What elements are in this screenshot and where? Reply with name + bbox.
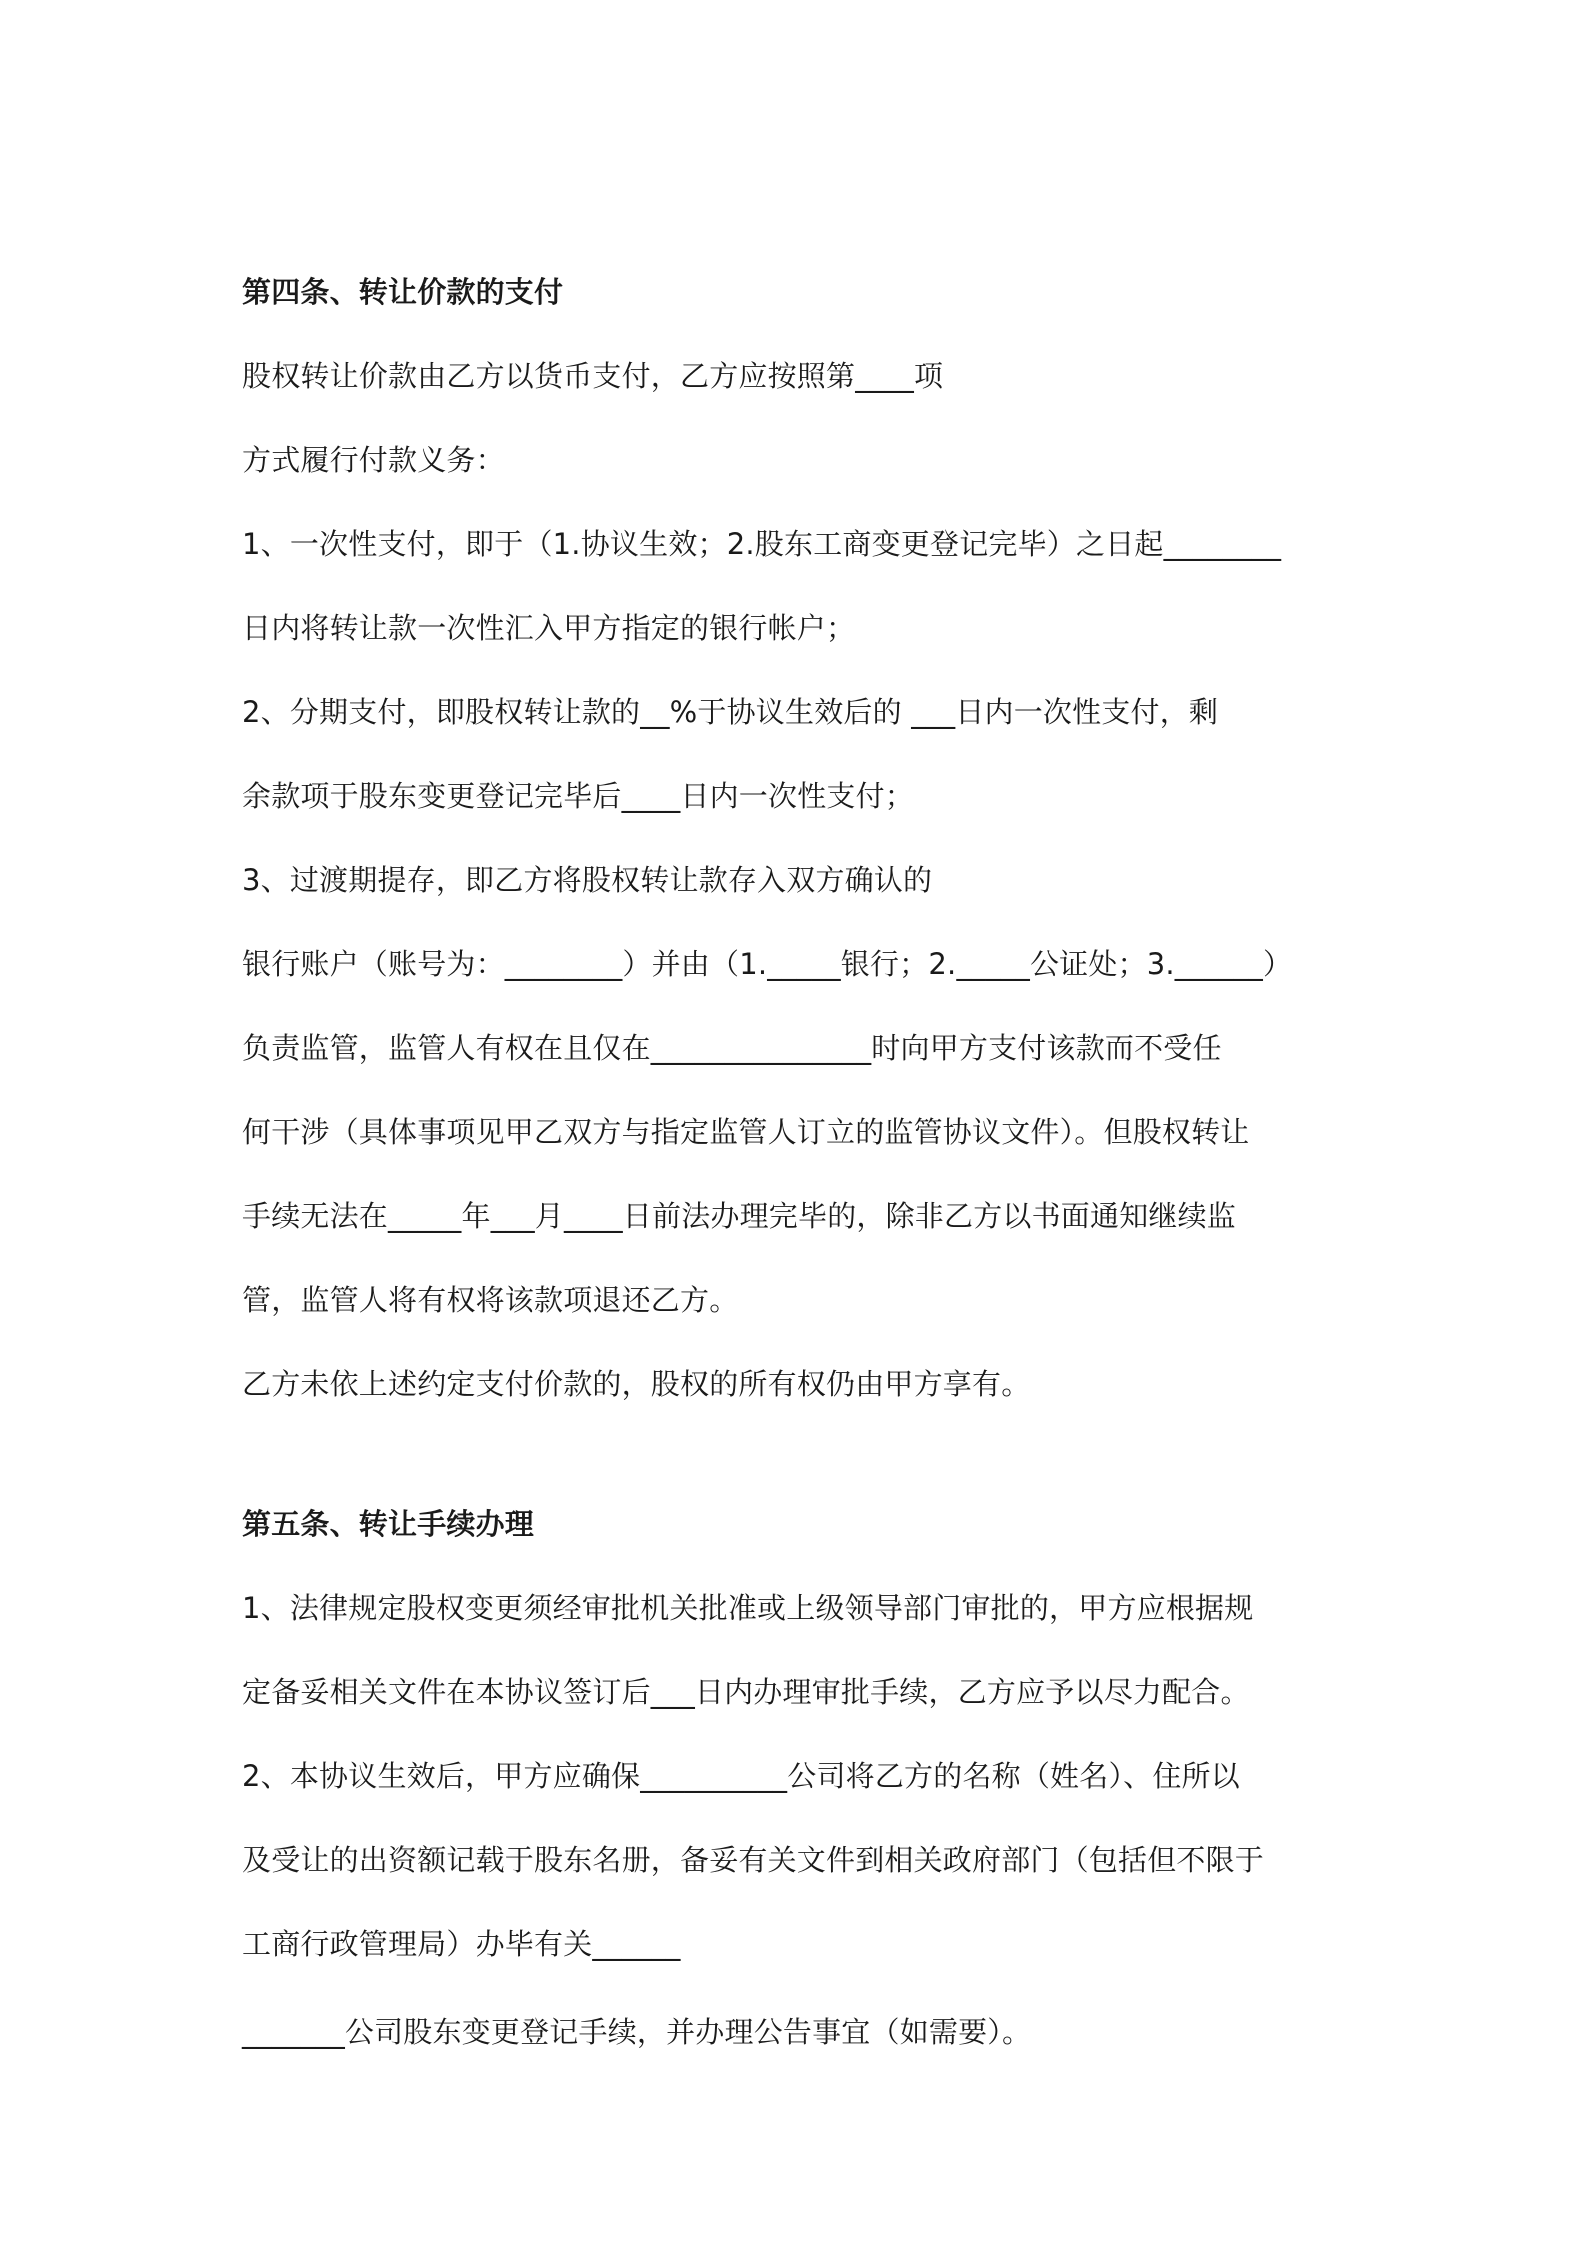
paragraph-line: 2、本协议生效后，甲方应确保__________公司将乙方的名称（姓名）、住所以 [242, 1759, 1240, 1793]
paragraph-line: 何干涉（具体事项见甲乙双方与指定监管人订立的监管协议文件）。但股权转让 [242, 1115, 1250, 1149]
paragraph-line: 余款项于股东变更登记完毕后____日内一次性支付； [242, 779, 915, 813]
paragraph-line: 1、一次性支付，即于（1.协议生效；2.股东工商变更登记完毕）之日起________ [242, 527, 1282, 561]
paragraph-line: 手续无法在_____年___月____日前法办理完毕的，除非乙方以书面通知继续监 [242, 1199, 1237, 1233]
paragraph-line: 3、过渡期提存，即乙方将股权转让款存入双方确认的 [242, 863, 933, 897]
paragraph-line: 方式履行付款义务： [242, 443, 505, 477]
paragraph-line: 负责监管，监管人有权在且仅在_______________时向甲方支付该款而不受任 [242, 1031, 1222, 1065]
section-4-heading: 第四条、转让价款的支付 [242, 275, 564, 309]
paragraph-line: 2、分期支付，即股权转让款的__%于协议生效后的 ___日内一次性支付，剩 [242, 695, 1219, 729]
paragraph-line: 乙方未依上述约定支付价款的，股权的所有权仍由甲方享有。 [242, 1367, 1031, 1401]
paragraph-line: 定备妥相关文件在本协议签订后___日内办理审批手续，乙方应予以尽力配合。 [242, 1675, 1250, 1709]
paragraph-line: 银行账户（账号为：________）并由（1._____银行；2._____公证处；3.______） [242, 947, 1293, 981]
paragraph-line: 工商行政管理局）办毕有关______ [242, 1927, 681, 1961]
paragraph-line: 及受让的出资额记载于股东名册，备妥有关文件到相关政府部门（包括但不限于 [242, 1843, 1265, 1877]
section-5-heading: 第五条、转让手续办理 [242, 1507, 535, 1541]
paragraph-line: 股权转让价款由乙方以货币支付，乙方应按照第____项 [242, 359, 944, 393]
paragraph-line: _______公司股东变更登记手续，并办理公告事宜（如需要）。 [242, 2015, 1032, 2049]
paragraph-line: 1、法律规定股权变更须经审批机关批准或上级领导部门审批的，甲方应根据规 [242, 1591, 1254, 1625]
paragraph-line: 管，监管人将有权将该款项退还乙方。 [242, 1283, 739, 1317]
paragraph-line: 日内将转让款一次性汇入甲方指定的银行帐户； [242, 611, 856, 645]
